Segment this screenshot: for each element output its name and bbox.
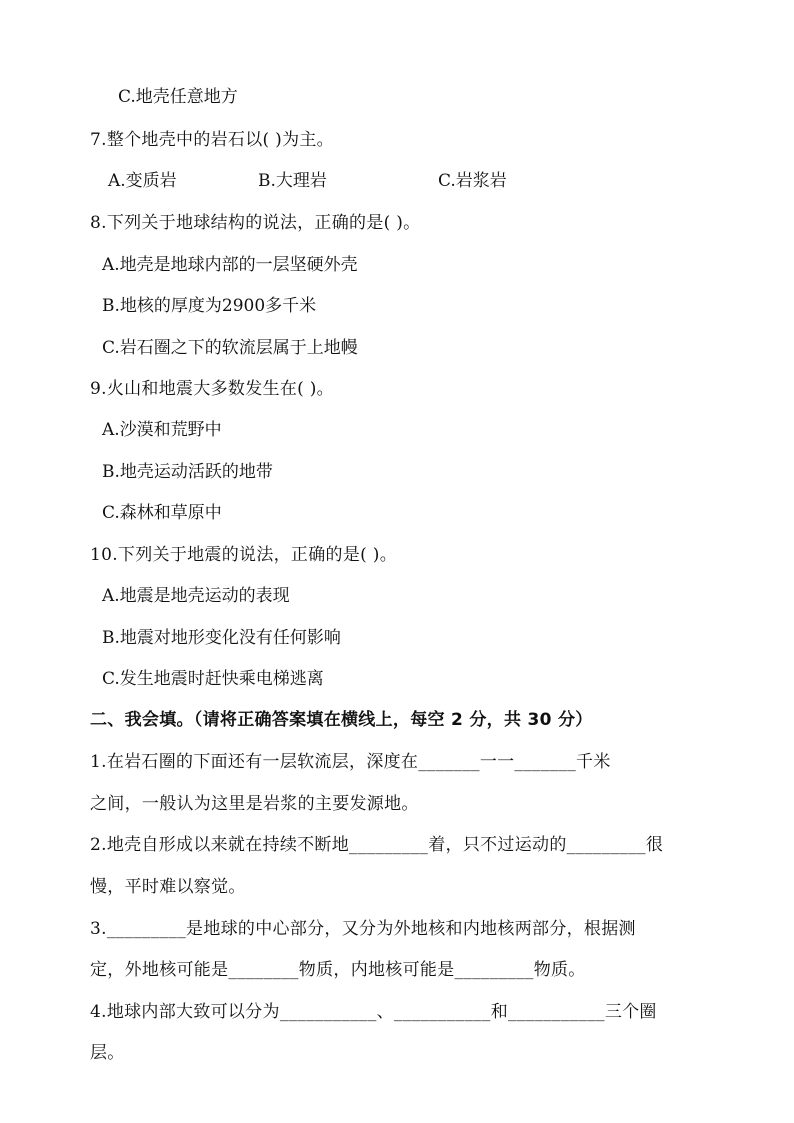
q8-option-c: C.岩石圈之下的软流层属于上地幔 xyxy=(102,338,358,358)
fill3-line1: 3._________是地球的中心部分，又分为外地核和内地核两部分，根据测 xyxy=(90,919,636,939)
fill2-line2: 慢，平时难以察觉。 xyxy=(90,877,246,897)
q7-option-b: B.大理岩 xyxy=(258,171,327,191)
fill2-line1: 2.地壳自形成以来就在持续不断地_________着，只不过运动的_________很 xyxy=(90,835,664,855)
q9-option-b: B.地壳运动活跃的地带 xyxy=(102,462,273,482)
q10-option-c: C.发生地震时赶快乘电梯逃离 xyxy=(102,669,324,689)
fill4-line2: 层。 xyxy=(90,1043,125,1063)
q6-option-c: C.地壳任意地方 xyxy=(118,87,238,107)
q8-option-a: A.地壳是地球内部的一层坚硬外壳 xyxy=(102,255,358,275)
q10-stem: 10.下列关于地震的说法，正确的是( )。 xyxy=(90,545,398,565)
fill1-line2: 之间，一般认为这里是岩浆的主要发源地。 xyxy=(90,794,419,814)
q10-option-b: B.地震对地形变化没有任何影响 xyxy=(102,628,341,648)
q8-stem: 8.下列关于地球结构的说法，正确的是( )。 xyxy=(90,213,421,233)
q7-option-a: A.变质岩 xyxy=(108,171,177,191)
q9-option-c: C.森林和草原中 xyxy=(102,503,222,523)
section2-heading: 二、我会填。（请将正确答案填在横线上，每空 2 分，共 30 分） xyxy=(90,710,593,730)
q7-option-c: C.岩浆岩 xyxy=(438,171,507,191)
fill3-line2: 定，外地核可能是________物质，内地核可能是_________物质。 xyxy=(90,960,586,980)
fill1-line1: 1.在岩石圈的下面还有一层软流层，深度在_______一一_______千米 xyxy=(90,752,611,772)
q10-option-a: A.地震是地壳运动的表现 xyxy=(102,586,290,606)
q9-option-a: A.沙漠和荒野中 xyxy=(102,420,222,440)
fill4-line1: 4.地球内部大致可以分为___________、___________和___________三个圈 xyxy=(90,1002,657,1022)
q9-stem: 9.火山和地震大多数发生在( )。 xyxy=(90,379,334,399)
q7-stem: 7.整个地壳中的岩石以( )为主。 xyxy=(90,130,334,150)
q8-option-b: B.地核的厚度为2900多千米 xyxy=(102,296,317,316)
